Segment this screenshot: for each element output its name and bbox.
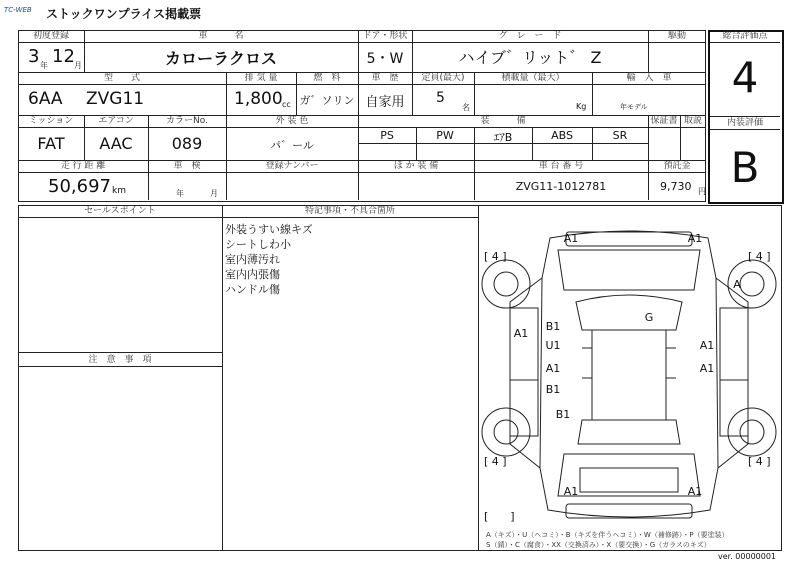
displacement-label: 排 気 量 (244, 73, 278, 83)
overall-score-label: 総合評価点 (722, 31, 768, 41)
import-label: 輸 入 車 (626, 73, 672, 83)
model-value: ZVG11 (86, 89, 145, 109)
mark-right-door-front: A1 (699, 339, 715, 352)
tire-bracket-fl: [ 4 ] (484, 250, 507, 263)
equipment-pw: PW (436, 129, 454, 142)
first-reg-label: 初度登録 (32, 31, 69, 41)
note-item: 室内薄汚れ (225, 253, 280, 266)
legend: A（キズ）・U（ヘコミ）・B（キズを伴うヘコミ）・W（補修跡）・P（要塗装） S（錆）・C（腐食）・XX（交換済み）・X（要交換）・G（ガラスのキズ） (486, 531, 729, 549)
note-item: シートしわ小 (225, 238, 291, 251)
load-label: 積載量（最大） (501, 73, 565, 83)
grade-value: ハイブ゛リット゛ Z (458, 48, 602, 67)
interior-score: B (730, 143, 760, 192)
mission-label: ミッション (28, 116, 74, 126)
equipment-airbag: ｴｱB (493, 131, 513, 144)
equipment-sr: SR (612, 129, 628, 142)
displacement-value: 1,800 (234, 89, 283, 109)
mark-right-door-rear: A1 (699, 362, 715, 375)
sales-point-label: セールスポイント (84, 206, 156, 216)
drive-label: 駆動 (667, 31, 686, 41)
capacity-label: 定員(最大) (421, 73, 465, 83)
car-name: カローラクロス (164, 49, 277, 68)
mark-front-right: A1 (687, 232, 703, 245)
interior-score-label: 内装評価 (726, 118, 763, 128)
displacement-unit: cc (282, 100, 291, 109)
car-name-label: 車 名 (198, 31, 244, 41)
mark-center-b1-lower: B1 (545, 383, 561, 396)
ac-value: AAC (99, 134, 133, 153)
mark-roof: G (644, 311, 654, 324)
inspection-year-unit: 年 (176, 189, 184, 198)
equipment-label: 装 備 (480, 116, 526, 126)
mark-center-b1: B1 (545, 320, 561, 333)
mileage-label: 走 行 距 離 (60, 161, 106, 171)
deposit-label: 預託金 (663, 161, 691, 171)
mark-rear-b1: B1 (555, 408, 571, 421)
chassis-label: 車 台 番 号 (538, 161, 584, 171)
manual-label: 取説 (683, 116, 702, 126)
tire-bracket-rl: [ 4 ] (484, 455, 507, 468)
version: ver. 00000001 (718, 552, 777, 561)
exterior-value: パ゛ール (270, 139, 314, 152)
logo: TC-WEB (4, 6, 32, 14)
mark-tire-right-front: A (733, 278, 741, 291)
inspection-label: 車 検 (173, 161, 201, 171)
equipment-abs: ABS (551, 129, 573, 142)
other-equipment-label: ほ か 装 備 (393, 161, 439, 171)
equipment-ps: PS (380, 129, 394, 142)
tire-bracket-rr: [ 4 ] (748, 455, 771, 468)
page-title: ストックワンプライス掲載票 (46, 7, 202, 21)
color-no-label: カラーNo. (166, 116, 208, 126)
tire-bracket-fr: [ 4 ] (748, 250, 771, 263)
history-label: 車 歴 (371, 73, 399, 83)
color-no-value: 089 (171, 134, 203, 153)
mark-rear-left: A1 (563, 485, 579, 498)
mission-value: FAT (37, 134, 65, 153)
warranty-label: 保証書 (650, 116, 678, 126)
mark-center-u1: U1 (545, 339, 561, 352)
fuel-value: ガ゛ソリン (299, 94, 355, 107)
history-value: 自家用 (365, 95, 405, 110)
inspection-month-unit: 月 (210, 189, 218, 198)
ac-label: エアコン (98, 116, 134, 126)
model-prefix: 6AA (28, 89, 63, 109)
mark-front-left: A1 (563, 232, 579, 245)
plate-label: 登録ナンバー (265, 161, 319, 171)
grade-label: グ レ ー ド (498, 31, 562, 41)
overall-score: 4 (731, 53, 759, 102)
mileage-value: 50,697 (48, 176, 111, 197)
exterior-label: 外 装 色 (275, 116, 309, 126)
fuel-label: 燃 料 (313, 73, 341, 83)
capacity-unit: 名 (462, 103, 470, 112)
capacity-value: 5 (436, 90, 445, 106)
mark-center-a1: A1 (545, 362, 561, 375)
model-year-label: 年モデル (620, 103, 648, 111)
door-label: ドア・形状 (362, 31, 408, 41)
chassis-value: ZVG11-1012781 (515, 180, 607, 193)
car-diagram (480, 218, 778, 530)
notes-label: 特記事項・不具合箇所 (304, 206, 395, 216)
model-label: 型 式 (103, 73, 140, 83)
note-item: 室内内張傷 (225, 268, 280, 281)
mark-rear-right: A1 (687, 485, 703, 498)
notes-list (225, 222, 313, 297)
first-reg-value: 3 年 12 月 (28, 46, 82, 70)
mark-left-door: A1 (513, 327, 529, 340)
spare-bracket: [ ] (484, 510, 515, 523)
caution-label: 注 意 事 項 (88, 355, 152, 365)
deposit-value: 9,730 (660, 180, 692, 193)
note-item: 外装うすい線キズ (225, 223, 313, 236)
deposit-unit: 円 (698, 187, 706, 196)
note-item: ハンドル傷 (225, 283, 280, 296)
load-unit: Kg (576, 102, 587, 111)
mileage-unit: km (112, 186, 126, 196)
door-value: 5・W (366, 51, 404, 67)
